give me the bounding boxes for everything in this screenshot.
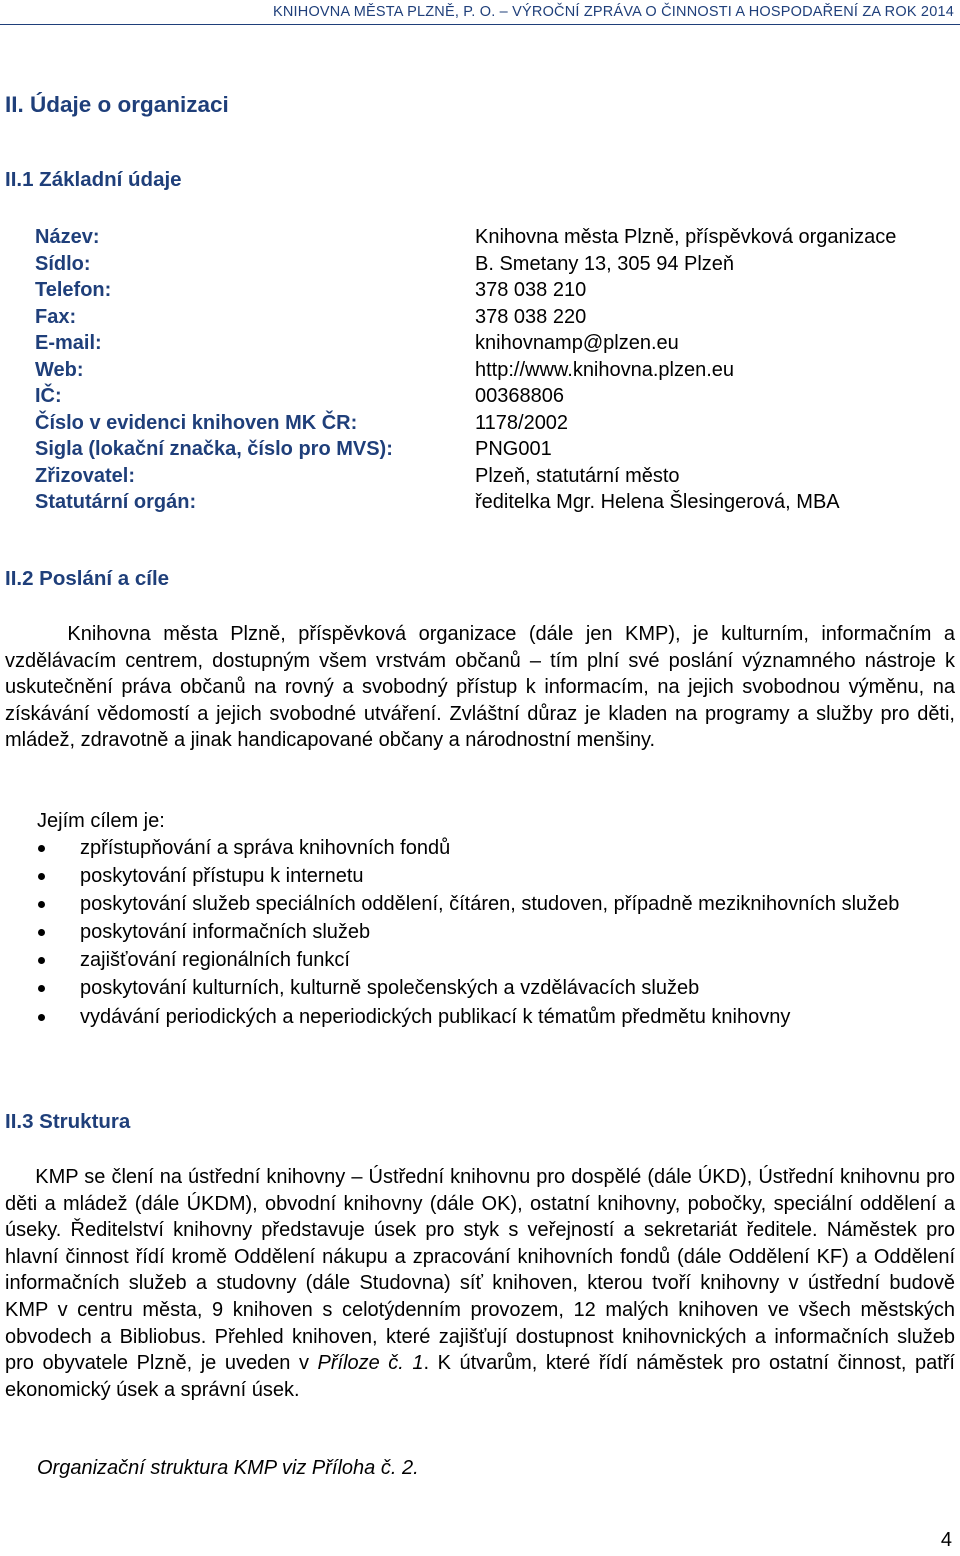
goal-text: poskytování kulturních, kulturně společenských a vzdělávacích služeb xyxy=(80,977,700,1000)
goal-text: zajišťování regionálních funkcí xyxy=(80,949,350,972)
info-value: PNG001 xyxy=(475,438,552,461)
info-value: B. Smetany 13, 305 94 Plzeň xyxy=(475,252,735,275)
list-item xyxy=(0,975,960,1002)
goal-text: zpřístupňování a správa knihovních fondů xyxy=(80,837,451,859)
bullet-icon xyxy=(38,901,45,908)
info-value: Knihovna města Plzně, příspěvková organizace xyxy=(475,226,897,249)
appendix-reference: Příloze č. 1 xyxy=(317,1352,424,1375)
info-label: Sídlo: xyxy=(35,252,91,275)
info-label: Číslo v evidenci knihoven MK ČR: xyxy=(35,411,358,434)
info-row-ico xyxy=(35,383,896,410)
info-row-seat xyxy=(35,251,896,278)
info-row-statutory xyxy=(35,489,896,516)
info-value: 00368806 xyxy=(475,385,564,408)
goal-text: poskytování služeb speciálních oddělení, čítáren, studoven, případně meziknihovních služeb xyxy=(80,893,900,916)
info-value: 378 038 210 xyxy=(475,279,587,302)
info-row-fax xyxy=(35,304,896,331)
info-label: Web: xyxy=(35,358,84,381)
info-value: ředitelka Mgr. Helena Šlesingerová, MBA xyxy=(475,491,840,514)
bullet-icon xyxy=(38,929,45,936)
org-chart-note: Organizační struktura KMP viz Příloha č. 2. xyxy=(37,1457,419,1479)
info-label: Fax: xyxy=(35,305,77,328)
info-label: Statutární orgán: xyxy=(35,491,197,514)
goals-intro: Jejím cílem je: xyxy=(37,810,165,832)
info-label: Telefon: xyxy=(35,279,112,302)
bullet-icon xyxy=(38,873,45,880)
info-row-phone xyxy=(35,277,896,304)
mission-paragraph xyxy=(5,621,955,754)
goals-list xyxy=(0,835,960,1032)
mission-heading: II.2 Poslání a cíle xyxy=(5,567,170,590)
page-number: 4 xyxy=(940,1529,952,1551)
bullet-icon xyxy=(38,845,45,852)
info-label: IČ: xyxy=(35,385,62,408)
structure-text-1: KMP se člení na ústřední knihovny – Ústřední knihovnu pro dospělé (dále ÚKD), Ústřední knihovnu pro děti a mládež (dále ÚKDM), obvodní knihovny (dále OK), ostatní knihovny, pobočky, speciální oddělení a úseky. Ředitelství knihovny představuje úsek pro styk s veřejností a sekretariát ředitele. Náměstek pro hlavní činnost řídí kromě Oddělení nákupu a zpracování knihovních fondů (dále Oddělení KF) a Oddělení informačních služeb a studovny (dále Studovna) síť knihoven, kterou tvoří knihovny v ústřední budově KMP v centru města, 9 knihoven s celotýdenním provozem, 12 malých knihoven ve všech městských obvodech a Bibliobus. Přehled knihoven, které zajišťují dostupnost knihovnických a informačních služeb pro obyvatele Plzně, je uveden v xyxy=(5,1166,955,1375)
info-row-registry xyxy=(35,410,896,437)
info-row-web xyxy=(35,357,896,384)
info-row-sigla xyxy=(35,436,896,463)
info-row-founder xyxy=(35,463,896,490)
basic-info-heading: II.1 Základní údaje xyxy=(5,168,182,191)
list-item xyxy=(0,919,960,946)
goal-text: poskytování informačních služeb xyxy=(80,921,371,944)
info-label: Zřizovatel: xyxy=(35,464,136,487)
structure-text-2: . K útvarům, které řídí náměstek pro ostatní činnost, patří ekonomický úsek a správní úsek. xyxy=(5,1352,955,1401)
list-item xyxy=(0,863,960,890)
mission-text: Knihovna města Plzně, příspěvková organizace (dále jen KMP), je kulturním, informačním a vzdělávacím centrem, dostupným všem vrstvám občanů – tím plní své poslání významného nástroje k uskutečnění práva občanů na rovný a svobodný přístup k informacím, na jejich svobodnou výměnu, na získávání vědomostí a jejich svobodné utváření. Zvláštní důraz je kladen na programy a služby pro děti, mládež, zdravotně a jinak handicapované občany a národnostní menšiny. xyxy=(5,623,955,752)
info-value-email[interactable]: knihovnamp@plzen.eu xyxy=(475,332,679,355)
bullet-icon xyxy=(38,957,45,964)
info-value: 1178/2002 xyxy=(475,411,569,434)
bullet-icon xyxy=(38,1014,45,1021)
section-title: II. Údaje o organizaci xyxy=(5,92,229,117)
list-item xyxy=(0,1004,960,1031)
info-row-email xyxy=(35,330,896,357)
info-label: Název: xyxy=(35,226,100,249)
paragraph-indent xyxy=(5,1166,35,1188)
info-value-web[interactable]: http://www.knihovna.plzen.eu xyxy=(475,358,735,381)
paragraph-indent xyxy=(5,623,67,645)
structure-heading: II.3 Struktura xyxy=(5,1110,131,1133)
info-label: E-mail: xyxy=(35,332,102,355)
running-header: KNIHOVNA MĚSTA PLZNĚ, P. O. – VÝROČNÍ ZPRÁVA O ČINNOSTI A HOSPODAŘENÍ ZA ROK 2014 xyxy=(273,4,954,20)
list-item xyxy=(0,947,960,974)
goal-text: vydávání periodických a neperiodických publikací k tématům předmětu knihovny xyxy=(80,1005,791,1028)
info-value: Plzeň, statutární město xyxy=(475,464,680,487)
header-divider xyxy=(0,24,960,25)
info-value: 378 038 220 xyxy=(475,305,587,328)
basic-info-table xyxy=(35,224,896,516)
info-row-name xyxy=(35,224,896,251)
bullet-icon xyxy=(38,985,45,992)
goal-text: poskytování přístupu k internetu xyxy=(80,865,364,888)
structure-paragraph xyxy=(5,1164,955,1403)
info-label: Sigla (lokační značka, číslo pro MVS): xyxy=(35,438,393,461)
list-item xyxy=(0,891,960,918)
list-item xyxy=(0,835,960,862)
